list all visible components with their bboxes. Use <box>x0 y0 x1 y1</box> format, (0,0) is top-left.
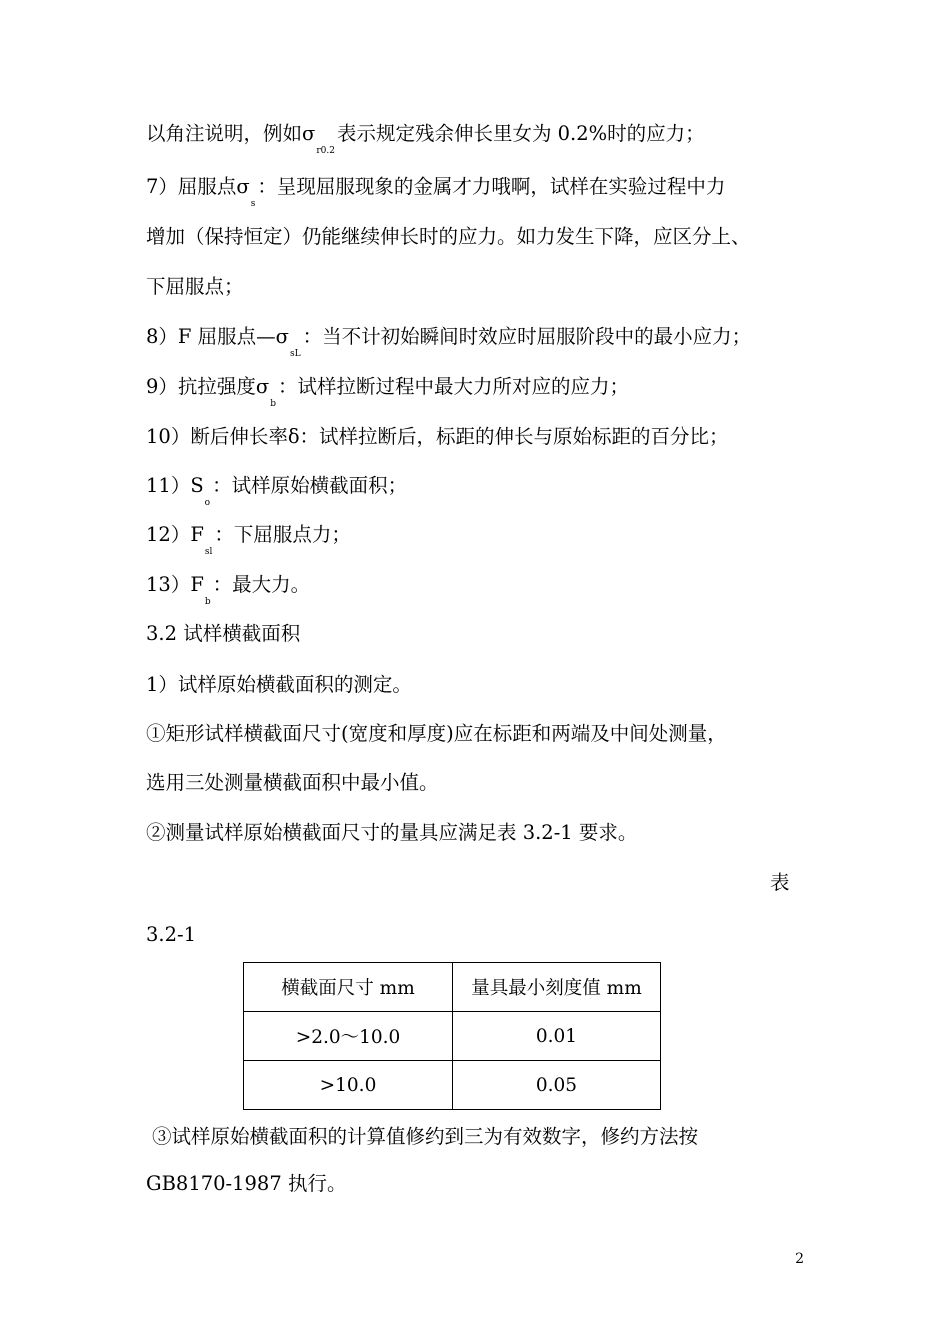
text-segment: ：试样原始横截面积； <box>212 474 408 497</box>
text-line: GB8170-1987 执行。 <box>146 1172 347 1195</box>
page-number: 2 <box>795 1251 804 1267</box>
text-line <box>146 122 705 156</box>
subscript: b <box>204 597 211 607</box>
text-line: ③试样原始横截面积的计算值修约到三为有效数字，修约方法按 <box>152 1125 699 1148</box>
text-line: ①矩形试样横截面尺寸(宽度和厚度)应在标距和两端及中间处测量， <box>146 722 727 745</box>
text-line <box>146 474 408 508</box>
text-line: 下屈服点； <box>146 275 244 298</box>
text-line <box>146 175 726 209</box>
text-segment: ：试样拉断过程中最大力所对应的应力； <box>277 375 629 398</box>
text-line <box>146 523 351 557</box>
table-header-cell: 量具最小刻度值 mm <box>453 963 661 1012</box>
text-line <box>146 325 752 359</box>
text-line: 增加（保持恒定）仍能继续伸长时的应力。如力发生下降，应区分上、 <box>146 225 751 248</box>
section-heading: 3.2 试样横截面积 <box>146 622 301 645</box>
subscript: sl <box>204 547 213 557</box>
text-segment: 12）F <box>146 523 204 546</box>
table-cell: >2.0～10.0 <box>244 1012 453 1061</box>
subscript: s <box>250 199 256 209</box>
text-line <box>146 573 311 607</box>
text-segment: 13）F <box>146 573 204 596</box>
table-cell: >10.0 <box>244 1061 453 1110</box>
text-line: 1）试样原始横截面积的测定。 <box>146 673 412 696</box>
text-segment: 以角注说明，例如σ <box>146 122 316 145</box>
subscript: r0.2 <box>316 146 335 156</box>
table-cell: 0.05 <box>453 1061 661 1110</box>
text-segment: 表示规定残余伸长里女为 0.2%时的应力； <box>336 122 705 145</box>
table-row <box>244 1061 661 1110</box>
table-header-row <box>244 963 661 1012</box>
table-cell: 0.01 <box>453 1012 661 1061</box>
subscript: o <box>204 498 211 508</box>
measurement-table <box>243 962 661 1110</box>
text-segment: 9）抗拉强度σ <box>146 375 270 398</box>
text-segment: ：呈现屈服现象的金属才力哦啊，试样在实验过程中力 <box>257 175 726 198</box>
table-caption-part: 3.2-1 <box>146 923 197 946</box>
subscript: b <box>270 399 276 409</box>
table-row <box>244 1012 661 1061</box>
subscript: sL <box>289 349 301 359</box>
text-segment: 8）F 屈服点—σ <box>146 325 289 348</box>
text-segment: ：最大力。 <box>212 573 311 596</box>
table-caption-part: 表 <box>770 871 790 894</box>
text-segment: 7）屈服点σ <box>146 175 250 198</box>
text-segment: ：下屈服点力； <box>214 523 351 546</box>
text-line: 选用三处测量横截面积中最小值。 <box>146 771 439 794</box>
table-header-cell: 横截面尺寸 mm <box>244 963 453 1012</box>
text-line: ②测量试样原始横截面尺寸的量具应满足表 3.2-1 要求。 <box>146 821 638 844</box>
text-line: 10）断后伸长率δ：试样拉断后，标距的伸长与原始标距的百分比； <box>146 425 729 448</box>
text-segment: ：当不计初始瞬间时效应时屈服阶段中的最小应力； <box>302 325 752 348</box>
text-segment: 11）S <box>146 474 204 497</box>
text-line <box>146 375 629 409</box>
